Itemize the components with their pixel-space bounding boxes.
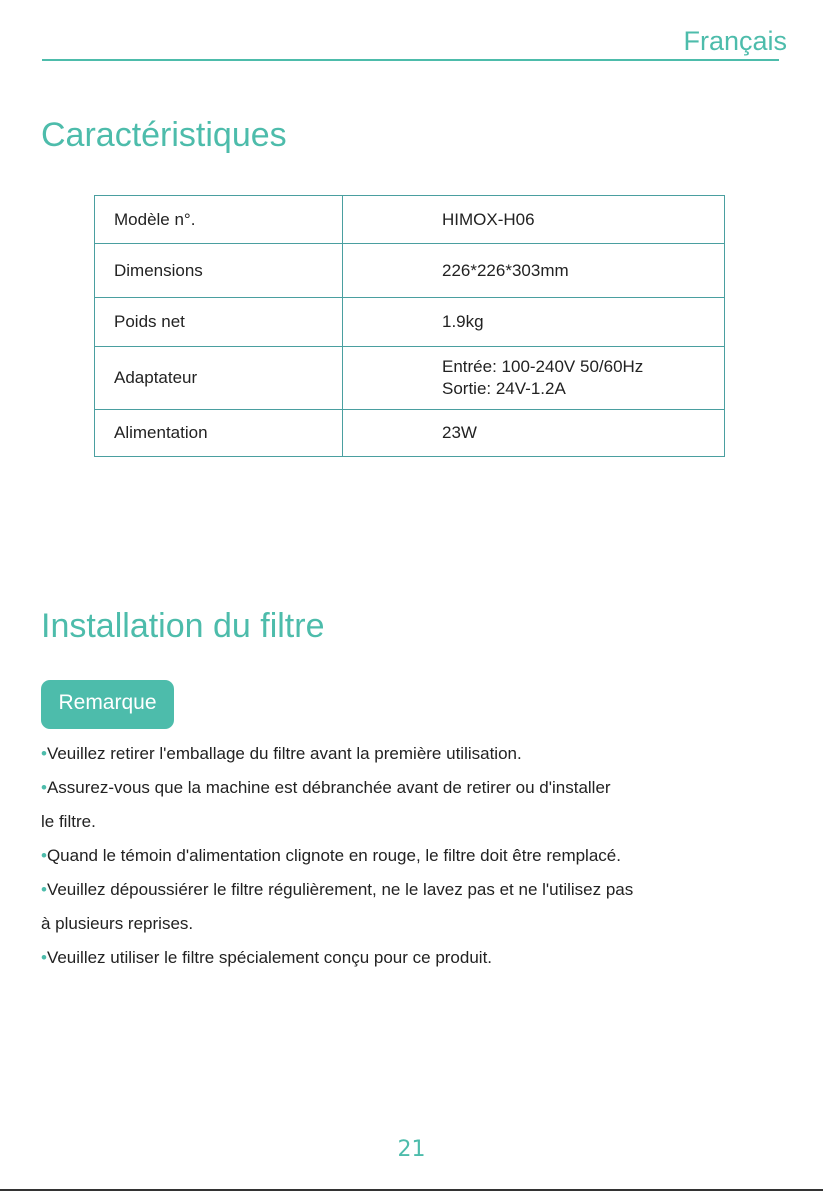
list-item-text-continued: le filtre.	[41, 812, 96, 831]
spec-value-line: Entrée: 100-240V 50/60Hz	[442, 357, 644, 376]
header-divider	[42, 59, 779, 61]
spec-value-line: Sortie: 24V-1.2A	[442, 379, 566, 398]
table-row	[95, 347, 725, 410]
list-item	[41, 941, 781, 975]
note-badge: Remarque	[41, 680, 174, 729]
list-item	[41, 771, 781, 839]
bullet-dot-icon: •	[41, 744, 47, 763]
spec-value-line: HIMOX-H06	[442, 209, 535, 229]
list-item	[41, 873, 781, 941]
list-item	[41, 737, 781, 771]
spec-value	[343, 410, 725, 457]
page-number: 21	[397, 1137, 426, 1162]
list-item-text: Veuillez utiliser le filtre spécialement conçu pour ce produit.	[46, 948, 493, 967]
notes-list	[41, 737, 781, 975]
table-row	[95, 298, 725, 347]
spec-value	[343, 347, 725, 410]
list-item-text: Veuillez dépoussiérer le filtre régulièrement, ne le lavez pas et ne l'utilisez pas	[46, 880, 634, 899]
list-item-text: Quand le témoin d'alimentation clignote en rouge, le filtre doit être remplacé.	[46, 846, 621, 865]
installation-title: Installation du filtre	[41, 607, 325, 645]
spec-value	[343, 298, 725, 347]
bullet-dot-icon: •	[41, 778, 47, 797]
table-row	[95, 196, 725, 244]
spec-value-line: 1.9kg	[442, 312, 484, 331]
table-row	[95, 410, 725, 457]
spec-label: Modèle n°.	[95, 196, 343, 244]
bullet-dot-icon: •	[41, 880, 47, 899]
spec-value-line: 23W	[442, 423, 477, 442]
table-row	[95, 244, 725, 298]
language-label: Français	[683, 26, 787, 56]
spec-label: Alimentation	[95, 410, 343, 457]
bullet-dot-icon: •	[41, 846, 47, 865]
specifications-title: Caractéristiques	[41, 116, 287, 154]
spec-label: Adaptateur	[95, 347, 343, 410]
spec-value	[343, 196, 725, 244]
spec-label: Poids net	[95, 298, 343, 347]
footer-divider	[0, 1189, 823, 1191]
list-item-text: Assurez-vous que la machine est débranchée avant de retirer ou d'installer	[46, 778, 611, 797]
spec-value	[343, 244, 725, 298]
list-item-text: Veuillez retirer l'emballage du filtre avant la première utilisation.	[46, 744, 522, 763]
spec-value-line: 226*226*303mm	[442, 260, 569, 280]
bullet-dot-icon: •	[41, 948, 47, 967]
list-item-text-continued: à plusieurs reprises.	[41, 914, 194, 933]
specifications-table	[94, 195, 725, 457]
list-item	[41, 839, 781, 873]
spec-label: Dimensions	[95, 244, 343, 298]
